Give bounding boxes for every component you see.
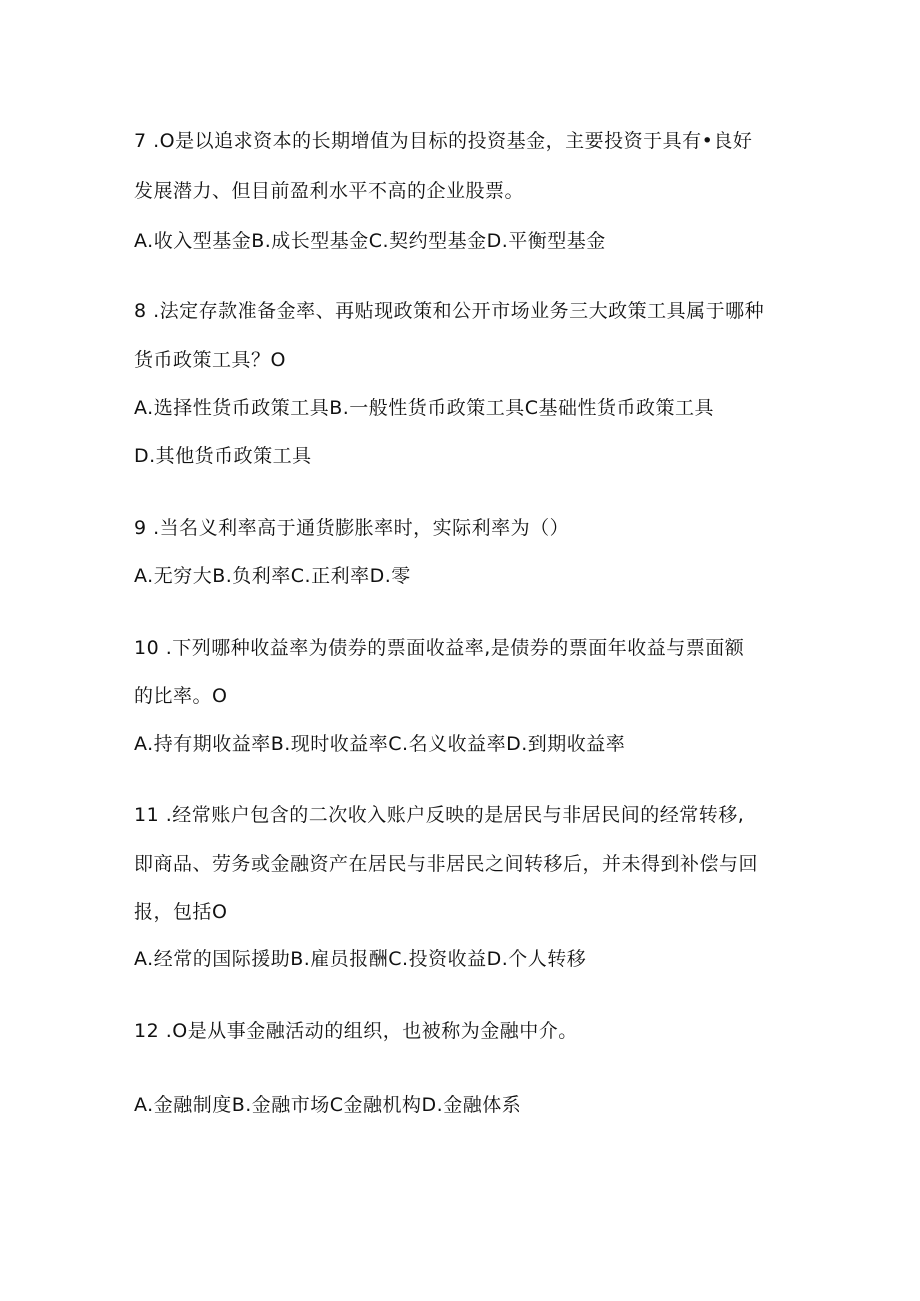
question-11-options: A.经常的国际援助B.雇员报酬C.投资收益D.个人转移 — [134, 948, 587, 970]
question-12-options: A.金融制度B.金融市场C金融机构D.金融体系 — [134, 1094, 522, 1116]
question-8-stem-line-1: 8 .法定存款准备金率、再贴现政策和公开市场业务三大政策工具属于哪种 — [134, 300, 765, 322]
question-7-stem-line-1: 7 .O是以追求资本的长期增值为目标的投资基金，主要投资于具有•良好 — [134, 130, 753, 152]
question-11-stem-line-2: 即商品、劳务或金融资产在居民与非居民之间转移后，并未得到补偿与回 — [134, 853, 759, 875]
question-9-stem-line-1: 9 .当名义利率高于通货膨胀率时，实际利率为（） — [134, 517, 570, 539]
question-7-options: A.收入型基金B.成长型基金C.契约型基金D.平衡型基金 — [134, 230, 606, 252]
question-12-stem-line-1: 12 .O是从事金融活动的组织，也被称为金融中介。 — [134, 1020, 578, 1042]
question-7-stem-line-2: 发展潜力、但目前盈利水平不高的企业股票。 — [134, 180, 525, 202]
question-10-stem-line-2: 的比率。O — [134, 685, 228, 707]
question-8-stem-line-2: 货币政策工具？O — [134, 349, 286, 371]
question-10-options: A.持有期收益率B.现时收益率C.名义收益率D.到期收益率 — [134, 733, 626, 755]
question-8-options-line-2: D.其他货币政策工具 — [134, 445, 312, 467]
question-11-stem-line-1: 11 .经常账户包含的二次收入账户反映的是居民与非居民间的经常转移, — [134, 804, 745, 826]
question-9-options: A.无穷大B.负利率C.正利率D.零 — [134, 565, 411, 587]
question-8-options-line-1: A.选择性货币政策工具B.一般性货币政策工具C基础性货币政策工具 — [134, 397, 715, 419]
question-11-stem-line-3: 报，包括O — [134, 901, 228, 923]
question-10-stem-line-1: 10 .下列哪种收益率为债券的票面收益率,是债券的票面年收益与票面额 — [134, 637, 745, 659]
